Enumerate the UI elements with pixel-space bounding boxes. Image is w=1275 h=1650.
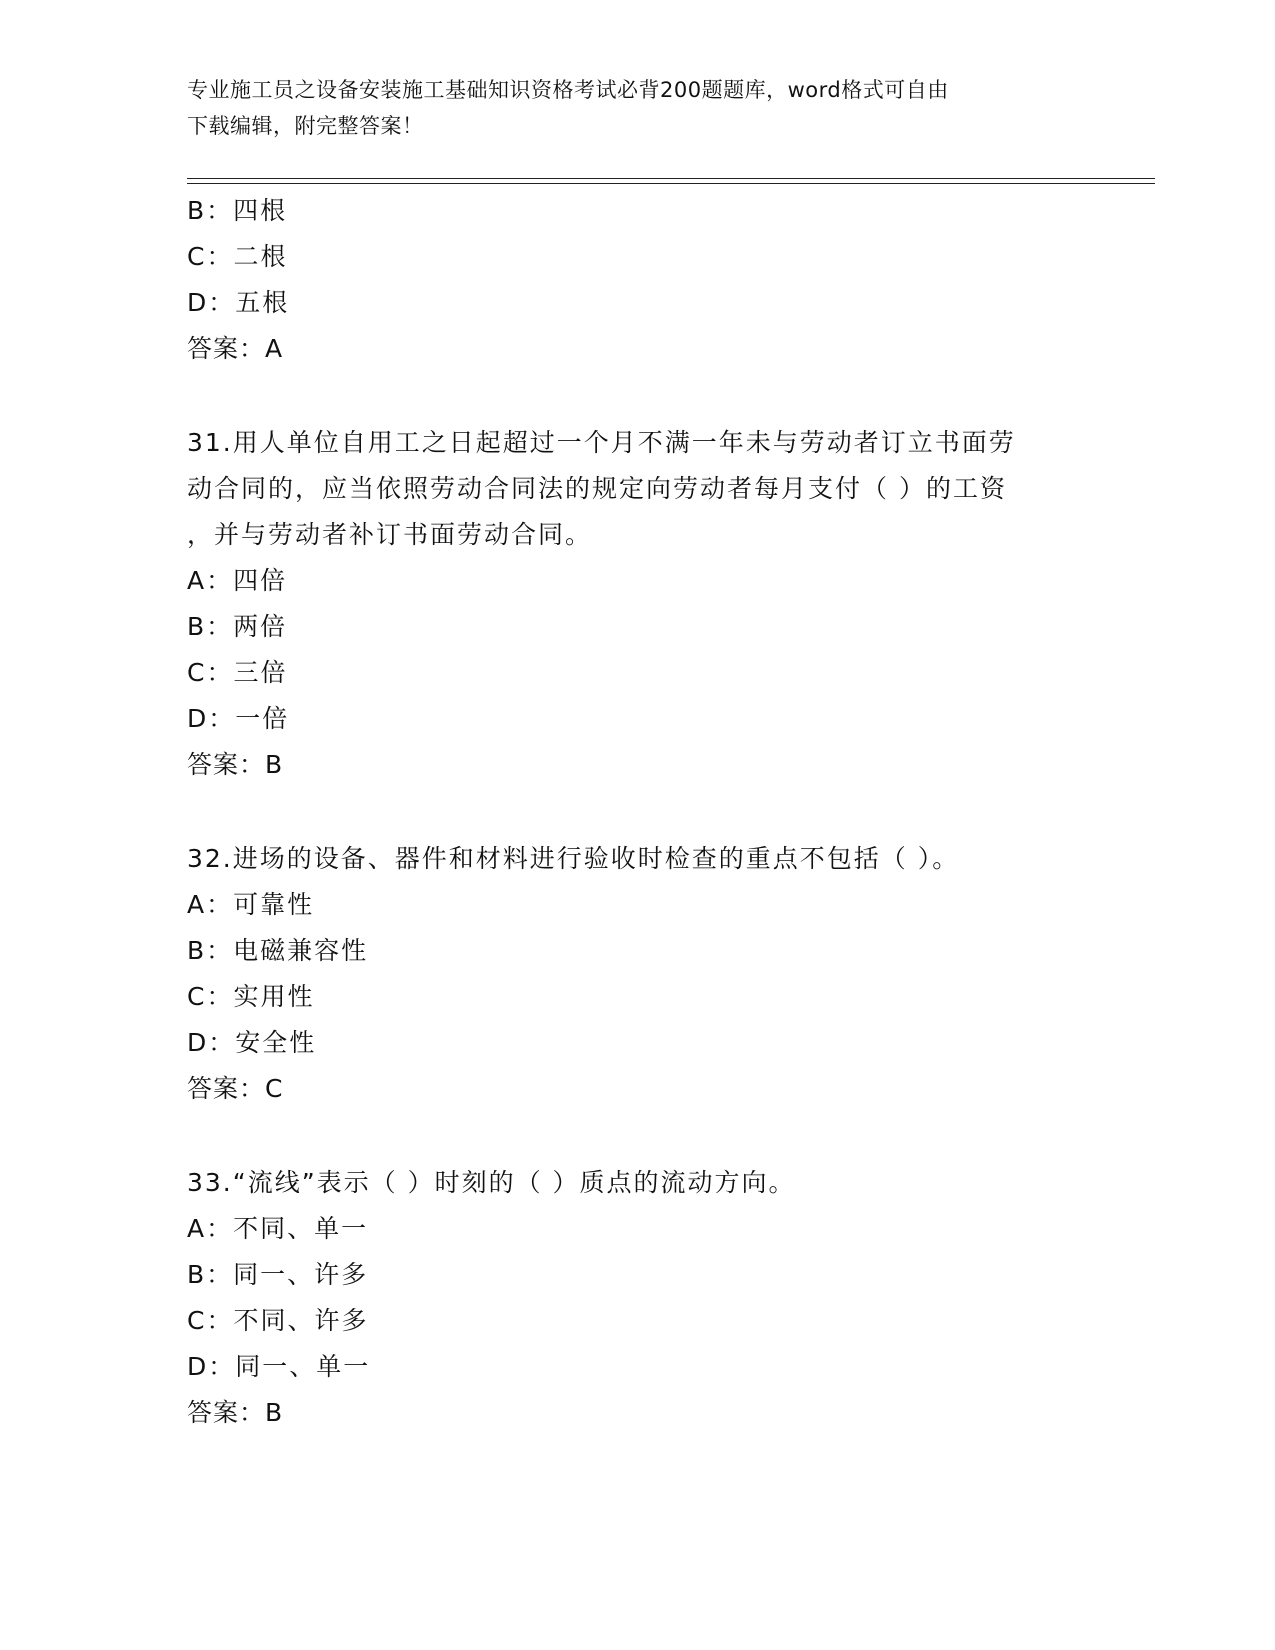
- previous-question-tail: [187, 188, 1087, 372]
- answer-line: 答案：B: [187, 1398, 284, 1427]
- answer-line: 答案：C: [187, 1074, 284, 1103]
- question-33: [187, 1160, 1087, 1436]
- option-c: C：不同、许多: [187, 1306, 369, 1335]
- stem-line: ，并与劳动者补订书面劳动合同。: [187, 520, 593, 549]
- question-stem: [187, 420, 1087, 558]
- option-a: A：可靠性: [187, 890, 315, 919]
- option-b: B：同一、许多: [187, 1260, 369, 1289]
- option-b: B：四根: [187, 196, 288, 225]
- option-b: B：两倍: [187, 612, 288, 641]
- question-stem: [187, 836, 1087, 882]
- option-c: C：二根: [187, 242, 288, 271]
- stem-line: 动合同的，应当依照劳动合同法的规定向劳动者每月支付（ ）的工资: [187, 474, 1007, 503]
- option-a: A：不同、单一: [187, 1214, 369, 1243]
- option-d: D：安全性: [187, 1028, 317, 1057]
- answer-line: 答案：A: [187, 334, 284, 363]
- option-c: C：实用性: [187, 982, 315, 1011]
- question-31: [187, 420, 1087, 788]
- option-d: D：五根: [187, 288, 290, 317]
- header-line-2: 下载编辑，附完整答案！: [187, 114, 424, 138]
- answer-line: 答案：B: [187, 750, 284, 779]
- stem-line: 32.进场的设备、器件和材料进行验收时检查的重点不包括（ ）。: [187, 844, 960, 873]
- header-divider-bottom: [187, 183, 1155, 184]
- option-d: D：同一、单一: [187, 1352, 371, 1381]
- header-line-1: 专业施工员之设备安装施工基础知识资格考试必背200题题库，word格式可自由: [187, 78, 949, 102]
- option-b: B：电磁兼容性: [187, 936, 369, 965]
- document-header: [187, 72, 1087, 144]
- question-32: [187, 836, 1087, 1112]
- header-divider-top: [187, 178, 1155, 179]
- option-d: D：一倍: [187, 704, 290, 733]
- option-c: C：三倍: [187, 658, 288, 687]
- option-a: A：四倍: [187, 566, 288, 595]
- question-list: [187, 188, 1087, 1436]
- stem-line: 33.“流线”表示（ ）时刻的（ ）质点的流动方向。: [187, 1168, 796, 1197]
- stem-line: 31.用人单位自用工之日起超过一个月不满一年未与劳动者订立书面劳: [187, 428, 1016, 457]
- question-stem: [187, 1160, 1087, 1206]
